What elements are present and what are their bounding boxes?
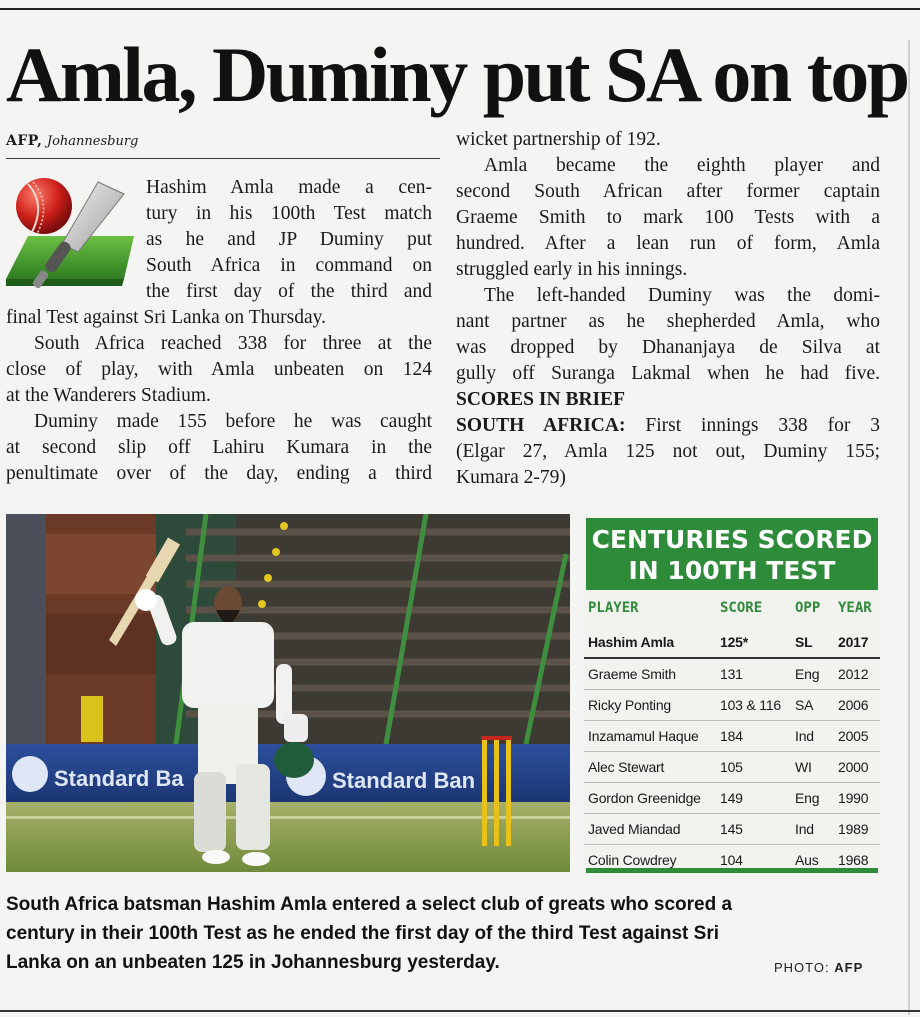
player-name: Alec Stewart bbox=[588, 759, 665, 775]
bottom-rule bbox=[0, 1010, 920, 1012]
article-line: at the Wanderers Stadium. bbox=[6, 385, 211, 406]
opponent: SL bbox=[795, 634, 813, 650]
opponent: Eng bbox=[795, 790, 820, 806]
article-line: final Test against Sri Lanka on Thursday. bbox=[6, 307, 326, 328]
top-rule bbox=[0, 8, 920, 10]
player-name: Javed Miandad bbox=[588, 821, 681, 837]
column-header-player: PLAYER bbox=[588, 600, 639, 616]
article-line: was dropped by Dhananjaya de Silva at bbox=[456, 337, 880, 358]
score-value: 145 bbox=[720, 821, 743, 837]
article-line: Duminy made 155 before he was caught bbox=[34, 411, 432, 432]
byline-agency: AFP, bbox=[6, 133, 43, 149]
article-line: wicket partnership of 192. bbox=[456, 129, 661, 150]
caption-line: South Africa batsman Hashim Amla entered a select club of greats who scored a bbox=[6, 894, 733, 915]
article-column-2 bbox=[456, 127, 880, 491]
article-line: Graeme Smith to mark 100 Tests with a bbox=[456, 207, 880, 228]
player-name: Ricky Ponting bbox=[588, 697, 671, 713]
table-title-line: IN 100TH TEST bbox=[628, 556, 836, 585]
scores-line: Kumara 2-79) bbox=[456, 467, 566, 488]
centuries-table bbox=[584, 514, 880, 874]
article-line: tury in his 100th Test match bbox=[146, 203, 432, 224]
score-value: 149 bbox=[720, 790, 743, 806]
advertising-board-text: Standard Ban bbox=[332, 768, 476, 793]
scores-line bbox=[456, 413, 880, 439]
opponent: Eng bbox=[795, 666, 820, 682]
article-line: gully off Suranga Lakmal when he had five. bbox=[456, 363, 880, 384]
opponent: Ind bbox=[795, 821, 814, 837]
table-row bbox=[584, 752, 880, 783]
article-line: Amla became the eighth player and bbox=[484, 155, 880, 176]
table-body bbox=[584, 627, 880, 875]
match-photo bbox=[6, 514, 570, 872]
year: 2006 bbox=[838, 697, 869, 713]
caption-line: Lanka on an unbeaten 125 in Johannesburg yesterday. bbox=[6, 952, 500, 973]
batsman-celebrating-image bbox=[6, 514, 570, 872]
column-header-year: YEAR bbox=[838, 600, 872, 616]
scores-team: SOUTH AFRICA: bbox=[456, 415, 626, 436]
article-line: at second slip off Lahiru Kumara in the bbox=[6, 437, 432, 458]
headline: Amla, Duminy put SA on top bbox=[6, 31, 908, 118]
advertising-board-text: Standard Ba bbox=[54, 766, 184, 791]
year: 2005 bbox=[838, 728, 869, 744]
opponent: Ind bbox=[795, 728, 814, 744]
article-line: The left-handed Duminy was the domi- bbox=[484, 285, 880, 306]
byline bbox=[6, 133, 438, 149]
player-name: Inzamamul Haque bbox=[588, 728, 699, 744]
score-value: 105 bbox=[720, 759, 743, 775]
table-footer-bar bbox=[586, 868, 878, 873]
article-line: struggled early in his innings. bbox=[456, 259, 688, 280]
scores-text: First innings 338 for 3 bbox=[645, 415, 880, 436]
column-header-opp: OPP bbox=[795, 600, 821, 616]
table-title bbox=[586, 518, 878, 590]
player-name: Gordon Greenidge bbox=[588, 790, 701, 806]
table-row bbox=[584, 783, 880, 814]
score-value: 104 bbox=[720, 852, 743, 868]
year: 1968 bbox=[838, 852, 869, 868]
score-value: 103 & 116 bbox=[720, 697, 781, 713]
photo-credit-label: PHOTO: bbox=[774, 960, 830, 975]
table-row bbox=[584, 627, 880, 659]
year: 1989 bbox=[838, 821, 869, 837]
photo-credit-source: AFP bbox=[834, 960, 864, 975]
player-name: Colin Cowdrey bbox=[588, 852, 677, 868]
article-line: Hashim Amla made a cen- bbox=[146, 177, 432, 198]
article-line: second South African after former captain bbox=[456, 181, 880, 202]
table-row bbox=[584, 690, 880, 721]
table-row bbox=[584, 721, 880, 752]
article-line: as he and JP Duminy put bbox=[146, 229, 432, 250]
right-column-rule bbox=[908, 40, 910, 1015]
year: 2017 bbox=[838, 634, 869, 650]
article-line: South Africa in command on bbox=[146, 255, 432, 276]
article-line: close of play, with Amla unbeaten on 124 bbox=[6, 359, 432, 380]
scores-heading: SCORES IN BRIEF bbox=[456, 389, 626, 410]
opponent: Aus bbox=[795, 852, 819, 868]
article-line: penultimate over of the day, ending a third bbox=[6, 463, 432, 484]
opponent: SA bbox=[795, 697, 814, 713]
score-value: 125* bbox=[720, 634, 749, 650]
year: 2000 bbox=[838, 759, 869, 775]
article-line: South Africa reached 338 for three at the bbox=[34, 333, 432, 354]
article-line: hundred. After a lean run of form, Amla bbox=[456, 233, 880, 254]
score-value: 131 bbox=[720, 666, 743, 682]
table-header-row bbox=[584, 600, 880, 622]
player-name: Hashim Amla bbox=[588, 634, 674, 650]
photo-caption bbox=[6, 890, 856, 977]
year: 1990 bbox=[838, 790, 869, 806]
opponent: WI bbox=[795, 759, 812, 775]
table-row bbox=[584, 659, 880, 690]
table-row bbox=[584, 814, 880, 845]
article-line: nant partner as he shepherded Amla, who bbox=[456, 311, 880, 332]
scores-line: (Elgar 27, Amla 125 not out, Duminy 155; bbox=[456, 441, 880, 462]
score-value: 184 bbox=[720, 728, 743, 744]
column-header-score: SCORE bbox=[720, 600, 763, 616]
stumps bbox=[481, 736, 512, 846]
photo-credit bbox=[774, 960, 863, 975]
table-title-line: CENTURIES SCORED bbox=[591, 525, 873, 554]
caption-line: century in their 100th Test as he ended the first day of the third Test against Sri bbox=[6, 923, 720, 944]
article-column-1 bbox=[6, 175, 432, 487]
year: 2012 bbox=[838, 666, 869, 682]
byline-place: Johannesburg bbox=[46, 134, 139, 149]
player-name: Graeme Smith bbox=[588, 666, 676, 682]
byline-rule bbox=[6, 158, 440, 159]
article-line: the first day of the third and bbox=[146, 281, 432, 302]
